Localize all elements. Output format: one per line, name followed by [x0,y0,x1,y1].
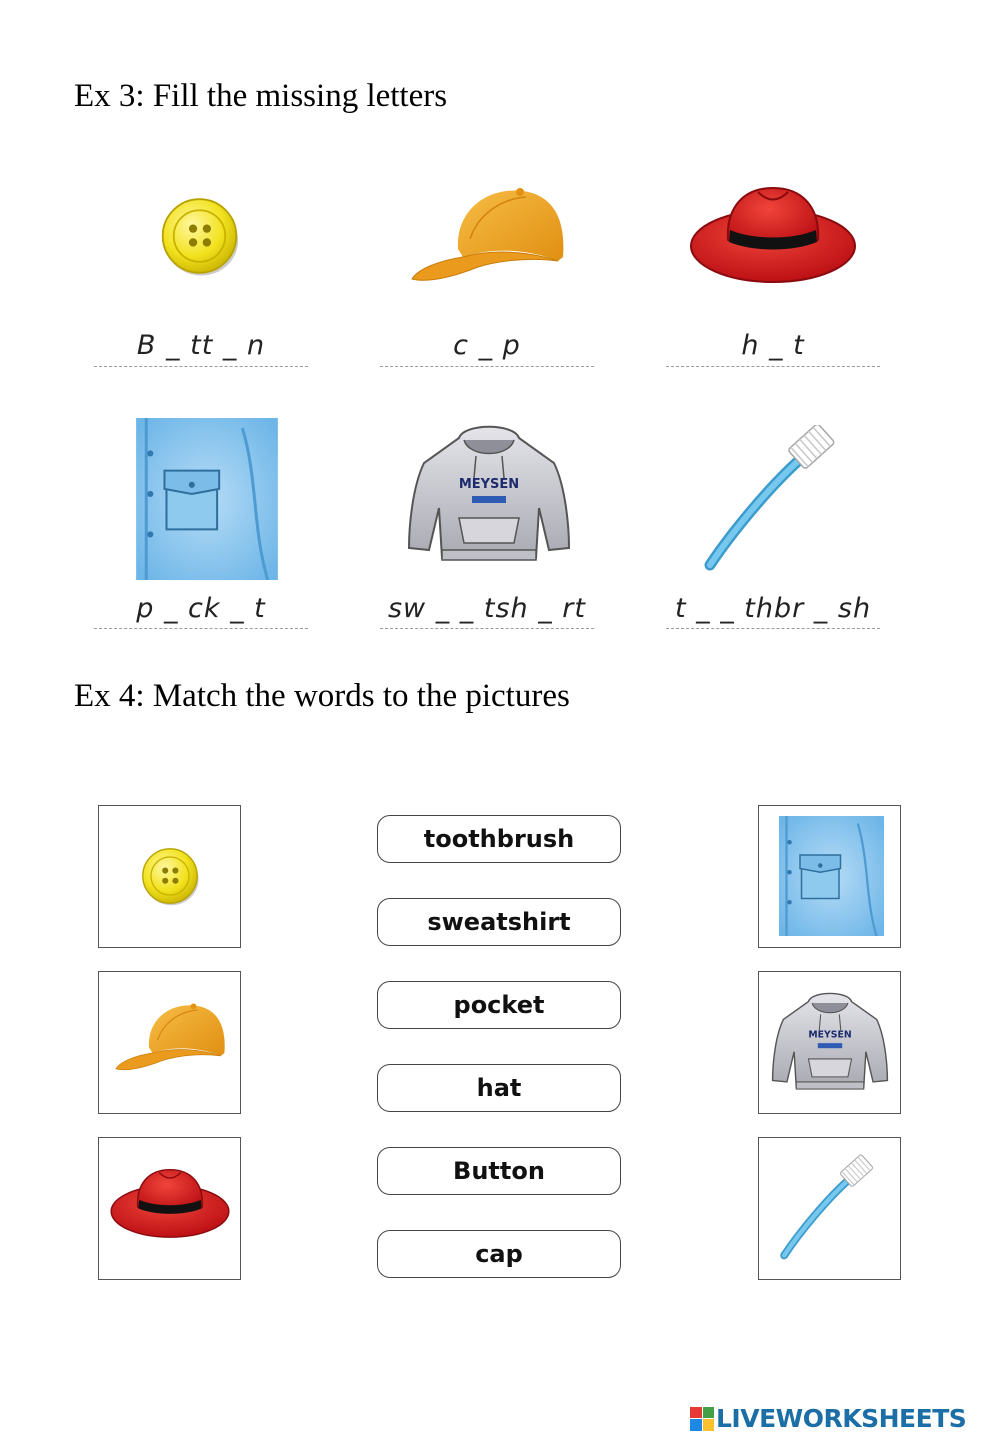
match-picture-pocket[interactable] [758,805,901,948]
ex3-title: Ex 3: Fill the missing letters [74,78,448,114]
answer-line [380,628,594,629]
answer-line [94,366,308,367]
brand-name: LIVEWORKSHEETS [716,1404,967,1433]
match-word-cap[interactable]: cap [377,1230,621,1278]
match-word-toothbrush[interactable]: toothbrush [377,815,621,863]
fill-word-cap[interactable]: c _ p [453,330,521,361]
toothbrush-picture [700,425,840,575]
fill-word-hat[interactable]: h _ t [741,330,805,361]
match-word-button[interactable]: Button [377,1147,621,1195]
answer-line [380,366,594,367]
match-word-pocket[interactable]: pocket [377,981,621,1029]
pocket-picture [759,806,900,947]
answer-line [94,628,308,629]
button-picture [152,190,247,282]
cap-picture [408,178,568,290]
button-picture [99,806,240,947]
pocket-picture [136,418,278,580]
match-picture-hat[interactable] [98,1137,241,1280]
fill-word-sweatshirt[interactable]: sw _ _ tsh _ rt [387,593,586,624]
liveworksheets-logo[interactable] [690,1404,966,1433]
sweatshirt-picture [759,972,900,1113]
match-picture-sweatshirt[interactable] [758,971,901,1114]
liveworksheets-icon [690,1407,714,1431]
fill-word-pocket[interactable]: p _ ck _ t [136,593,266,624]
sweatshirt-picture [404,418,574,568]
ex4-title: Ex 4: Match the words to the pictures [74,678,570,714]
toothbrush-picture [759,1138,900,1279]
cap-picture [99,972,240,1113]
match-word-hat[interactable]: hat [377,1064,621,1112]
answer-line [666,628,880,629]
fill-word-toothbrush[interactable]: t _ _ thbr _ sh [674,593,872,624]
match-picture-cap[interactable] [98,971,241,1114]
match-word-sweatshirt[interactable]: sweatshirt [377,898,621,946]
match-picture-button[interactable] [98,805,241,948]
hat-picture [688,178,858,288]
answer-line [666,366,880,367]
match-picture-toothbrush[interactable] [758,1137,901,1280]
fill-word-button[interactable]: B _ tt _ n [136,330,266,361]
hat-picture [99,1138,240,1279]
